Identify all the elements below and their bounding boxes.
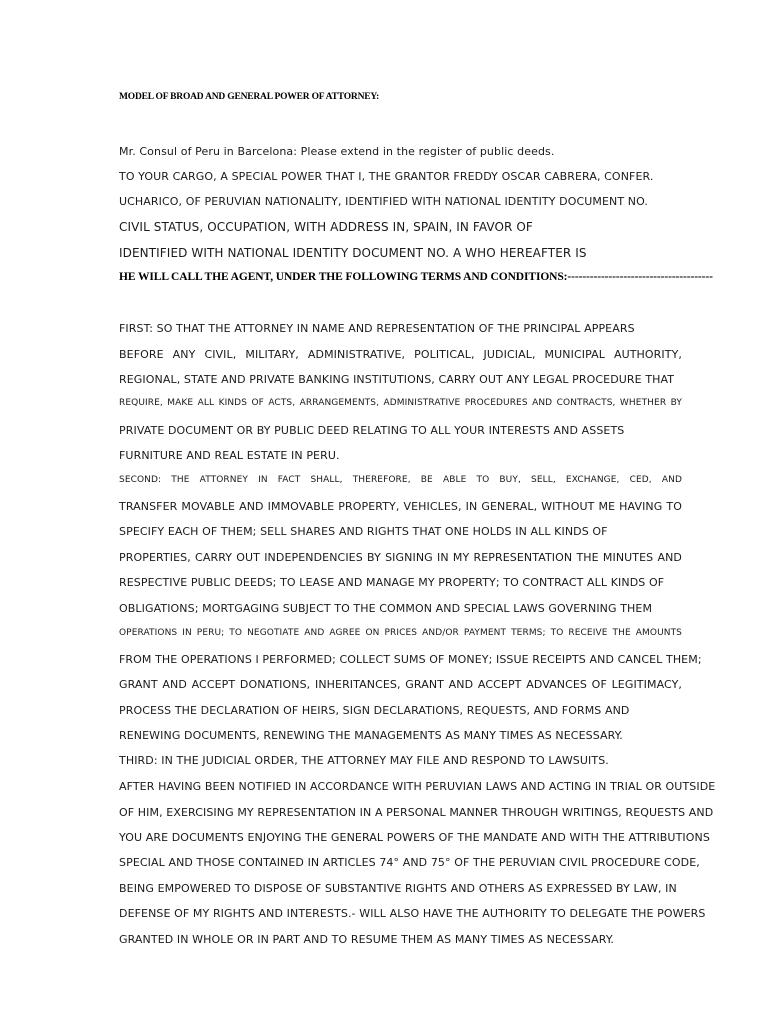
body-line: THIRD: IN THE JUDICIAL ORDER, THE ATTORNEY MAY FILE AND RESPOND TO LAWSUITS.: [119, 754, 609, 767]
document-title: MODEL OF BROAD AND GENERAL POWER OF ATTORNEY:: [119, 92, 380, 102]
body-line: BEFORE ANY CIVIL, MILITARY, ADMINISTRATIVE, POLITICAL, JUDICIAL, MUNICIPAL AUTHORITY,: [119, 348, 682, 361]
body-line: FROM THE OPERATIONS I PERFORMED; COLLECT SUMS OF MONEY; ISSUE RECEIPTS AND CANCEL THEM;: [119, 653, 702, 666]
intro-line: UCHARICO, OF PERUVIAN NATIONALITY, IDENTIFIED WITH NATIONAL IDENTITY DOCUMENT NO.: [119, 195, 649, 208]
body-line: OBLIGATIONS; MORTGAGING SUBJECT TO THE COMMON AND SPECIAL LAWS GOVERNING THEM: [119, 602, 653, 615]
body-line: OF HIM, EXERCISING MY REPRESENTATION IN A PERSONAL MANNER THROUGH WRITINGS, REQUESTS AND: [119, 806, 714, 819]
body-line: TRANSFER MOVABLE AND IMMOVABLE PROPERTY, VEHICLES, IN GENERAL, WITHOUT ME HAVING TO: [119, 500, 682, 513]
body-line: SPECIFY EACH OF THEM; SELL SHARES AND RIGHTS THAT ONE HOLDS IN ALL KINDS OF: [119, 525, 608, 538]
intro-line-bold: HE WILL CALL THE AGENT, UNDER THE FOLLOWING TERMS AND CONDITIONS:---------------------------------------: [119, 271, 713, 283]
body-line: PROCESS THE DECLARATION OF HEIRS, SIGN DECLARATIONS, REQUESTS, AND FORMS AND: [119, 704, 630, 717]
body-line: GRANTED IN WHOLE OR IN PART AND TO RESUME THEM AS MANY TIMES AS NECESSARY.: [119, 933, 615, 946]
body-line: REQUIRE, MAKE ALL KINDS OF ACTS, ARRANGEMENTS, ADMINISTRATIVE PROCEDURES AND CONTRACTS, WHETHER BY: [119, 398, 682, 408]
body-line: RENEWING DOCUMENTS, RENEWING THE MANAGEMENTS AS MANY TIMES AS NECESSARY.: [119, 729, 623, 742]
body-line: SPECIAL AND THOSE CONTAINED IN ARTICLES 74° AND 75° OF THE PERUVIAN CIVIL PROCEDURE CODE,: [119, 856, 700, 869]
body-line: RESPECTIVE PUBLIC DEEDS; TO LEASE AND MANAGE MY PROPERTY; TO CONTRACT ALL KINDS OF: [119, 576, 665, 589]
intro-line: TO YOUR CARGO, A SPECIAL POWER THAT I, THE GRANTOR FREDDY OSCAR CABRERA, CONFER.: [119, 170, 654, 183]
intro-line: Mr. Consul of Peru in Barcelona: Please extend in the register of public deeds.: [119, 145, 555, 158]
body-line: PROPERTIES, CARRY OUT INDEPENDENCIES BY SIGNING IN MY REPRESENTATION THE MINUTES AND: [119, 551, 682, 564]
body-line: BEING EMPOWERED TO DISPOSE OF SUBSTANTIVE RIGHTS AND OTHERS AS EXPRESSED BY LAW, IN: [119, 882, 677, 895]
body-line: REGIONAL, STATE AND PRIVATE BANKING INSTITUTIONS, CARRY OUT ANY LEGAL PROCEDURE THAT: [119, 373, 675, 386]
body-line: YOU ARE DOCUMENTS ENJOYING THE GENERAL POWERS OF THE MANDATE AND WITH THE ATTRIBUTIONS: [119, 831, 710, 844]
body-line: PRIVATE DOCUMENT OR BY PUBLIC DEED RELATING TO ALL YOUR INTERESTS AND ASSETS: [119, 424, 625, 437]
intro-line: CIVIL STATUS, OCCUPATION, WITH ADDRESS IN, SPAIN, IN FAVOR OF: [119, 220, 533, 234]
body-line: OPERATIONS IN PERU; TO NEGOTIATE AND AGREE ON PRICES AND/OR PAYMENT TERMS; TO RECEIVE THE AMOUNTS: [119, 628, 682, 638]
body-line: AFTER HAVING BEEN NOTIFIED IN ACCORDANCE WITH PERUVIAN LAWS AND ACTING IN TRIAL OR OUTSIDE: [119, 780, 716, 793]
body-line: FIRST: SO THAT THE ATTORNEY IN NAME AND REPRESENTATION OF THE PRINCIPAL APPEARS: [119, 322, 635, 335]
body-line: FURNITURE AND REAL ESTATE IN PERU.: [119, 449, 340, 462]
body-line: DEFENSE OF MY RIGHTS AND INTERESTS.- WILL ALSO HAVE THE AUTHORITY TO DELEGATE THE POWERS: [119, 907, 706, 920]
intro-line: IDENTIFIED WITH NATIONAL IDENTITY DOCUMENT NO. A WHO HEREAFTER IS: [119, 246, 587, 260]
body-line: GRANT AND ACCEPT DONATIONS, INHERITANCES, GRANT AND ACCEPT ADVANCES OF LEGITIMACY,: [119, 678, 682, 691]
body-line: SECOND: THE ATTORNEY IN FACT SHALL, THEREFORE, BE ABLE TO BUY, SELL, EXCHANGE, CED, AND: [119, 475, 682, 485]
